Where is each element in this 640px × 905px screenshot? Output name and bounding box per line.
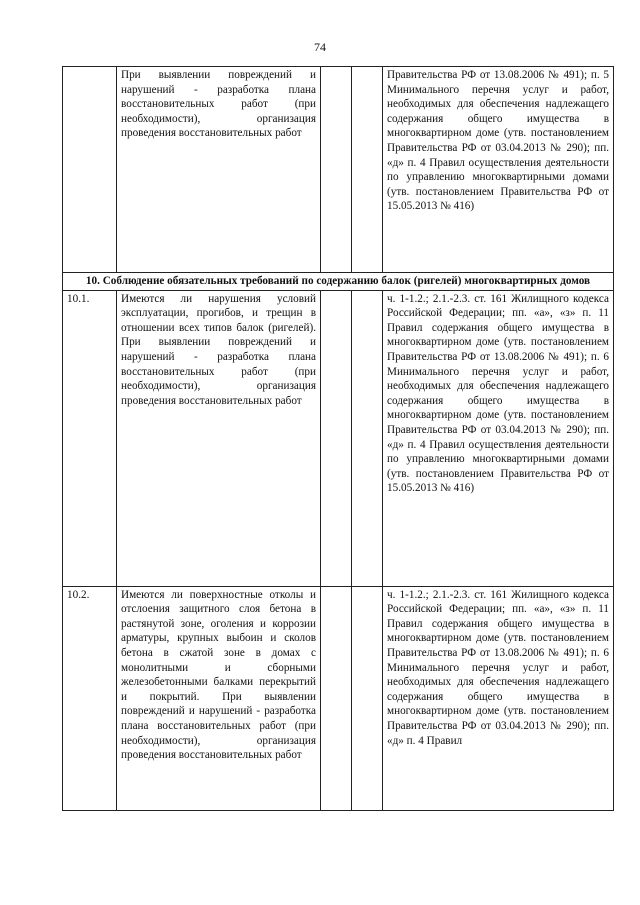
item-number-cell: 10.2. (63, 586, 117, 810)
item-number-cell: 10.1. (63, 290, 117, 586)
question-cell (117, 586, 321, 810)
answer-yes-cell[interactable] (321, 67, 352, 273)
reference-text: ч. 1-1.2.; 2.1.-2.3. ст. 161 Жилищного кодекса Российской Федерации; пп. «а», «з» п. 11 Правил содержания общего имущества в многоквартирном доме (утв. постановлением Правительства РФ от 13.08.2006 № 491); п. 6 Минимального перечня услуг и работ, необходимых для обеспечения надлежащего содержания общего имущества в многоквартирном доме (утв. постановлением Правительства РФ от 03.04.2013 № 290); пп. «д» п. 4 Правил осуществления деятельности по управлению многоквартирными домами (утв. постановлением Правительства РФ от 15.05.2013 № 416) (387, 292, 609, 495)
answer-yes-cell[interactable] (321, 586, 352, 810)
table-row-continuation (63, 67, 614, 273)
table-row-10-1 (63, 290, 614, 586)
answer-no-cell[interactable] (352, 290, 383, 586)
question-text: Имеются ли поверхностные отколы и отслоения защитного слоя бетона в растянутой зоне, оголения и коррозии арматуры, крупных выбоин и сколов бетона в сжатой зоне в домах с монолитными и сборными железобетонными балками перекрытий и покрытий. При выявлении повреждений и нарушений - разработка плана восстановительных работ (при необходимости), организация проведения восстановительных работ (121, 588, 316, 762)
reference-cell (383, 67, 614, 273)
question-cell (117, 67, 321, 273)
page-number: 74 (314, 40, 326, 54)
reference-cell (383, 290, 614, 586)
table-row-10-2 (63, 586, 614, 810)
question-cell (117, 290, 321, 586)
checklist-table (62, 66, 614, 811)
reference-text: Правительства РФ от 13.08.2006 № 491); п. 5 Минимального перечня услуг и работ, необходимых для обеспечения надлежащего содержания общего имущества в многоквартирном доме (утв. постановлением Правительства РФ от 03.04.2013 № 290); пп. «д» п. 4 Правил осуществления деятельности по управлению многоквартирными домами (утв. постановлением Правительства РФ от 15.05.2013 № 416) (387, 69, 609, 213)
question-text: При выявлении повреждений и нарушений - разработка плана восстановительных работ (при необходимости), организация проведения восстановительных работ (121, 69, 316, 140)
section-heading-row (63, 273, 614, 291)
reference-text: ч. 1-1.2.; 2.1.-2.3. ст. 161 Жилищного кодекса Российской Федерации; пп. «а», «з» п. 11 Правил содержания общего имущества в многоквартирном доме (утв. постановлением Правительства РФ от 13.08.2006 № 491); п. 6 Минимального перечня услуг и работ, необходимых для обеспечения надлежащего содержания общего имущества в многоквартирном доме (утв. постановлением Правительства РФ от 03.04.2013 № 290); пп. «д» п. 4 Правил (387, 588, 609, 747)
answer-no-cell[interactable] (352, 67, 383, 273)
answer-no-cell[interactable] (352, 586, 383, 810)
item-number-cell (63, 67, 117, 273)
reference-cell (383, 586, 614, 810)
answer-yes-cell[interactable] (321, 290, 352, 586)
section-title: 10. Соблюдение обязательных требований по содержанию балок (ригелей) многоквартирных домов (63, 273, 614, 291)
question-text: Имеются ли нарушения условий эксплуатации, прогибов, и трещин в отношении всех типов балок (ригелей). При выявлении повреждений и нарушений - разработка плана восстановительных работ (при необходимости), организация проведения восстановительных работ (121, 292, 316, 407)
